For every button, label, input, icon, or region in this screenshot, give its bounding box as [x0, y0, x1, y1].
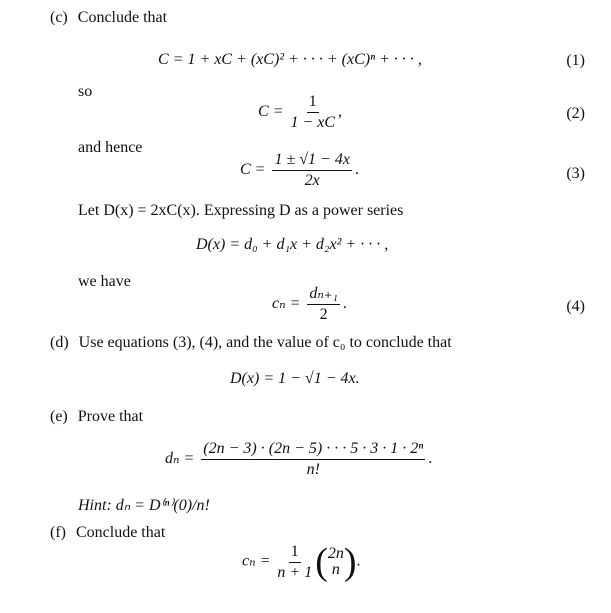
equation-4-fraction [307, 286, 340, 323]
part-e-equation [165, 441, 432, 478]
equation-number-3: (3) [566, 165, 585, 182]
part-d-label: (d) [50, 334, 69, 351]
equation-3-denominator: 2x [304, 172, 320, 189]
part-d-heading [50, 335, 452, 351]
part-f-punct: . [356, 552, 361, 570]
equation-4-punct: . [342, 295, 347, 313]
equation-number-4: (4) [566, 298, 585, 315]
part-f-fraction [277, 544, 312, 581]
so-text: so [78, 83, 93, 100]
equation-number-2: (2) [566, 105, 585, 122]
binomial [328, 546, 344, 578]
part-f-heading [50, 525, 165, 541]
part-d-equation: D(x) = 1 − √1 − 4x. [230, 370, 360, 387]
equation-4-numerator: dₙ₊₁ [307, 286, 340, 305]
equation-4 [272, 286, 347, 323]
equation-1: C = 1 + xC + (xC)² + · · · + (xC)ⁿ + · · · , [158, 51, 422, 68]
equation-number-1: (1) [566, 52, 585, 69]
binomial-bottom: n [331, 561, 340, 578]
part-f-lhs: cₙ = [242, 552, 271, 570]
part-c-heading [50, 10, 167, 26]
let-d-text: Let D(x) = 2xC(x). Expressing D as a power series [78, 202, 404, 219]
power-series-equation: D(x) = d₀ + d₁x + d₂x² + · · · , [196, 236, 389, 253]
binom-left-paren: ( [315, 541, 328, 583]
binom-right-paren: ) [343, 541, 357, 583]
part-f-label: (f) [50, 524, 66, 541]
equation-2-denominator: 1 − xC [290, 114, 336, 131]
part-e-heading [50, 409, 143, 425]
equation-3-numerator: 1 ± √1 − 4x [272, 152, 351, 171]
equation-2-lhs: C = [258, 103, 284, 121]
and-hence-text: and hence [78, 139, 143, 156]
equation-3-fraction [272, 152, 351, 189]
part-f-numerator: 1 [289, 544, 301, 563]
part-e-text: Prove that [77, 408, 144, 425]
equation-3-punct: . [354, 161, 359, 179]
part-e-punct: . [428, 450, 433, 468]
part-f-text: Conclude that [75, 524, 166, 541]
part-c-label: (c) [50, 9, 68, 26]
part-e-denominator: n! [306, 461, 320, 478]
part-e-hint: Hint: dₙ = D⁽ⁿ⁾(0)/n! [78, 497, 210, 514]
part-e-label: (e) [50, 408, 68, 425]
we-have-text: we have [78, 273, 131, 290]
equation-4-denominator: 2 [319, 306, 328, 323]
equation-2-punct: , [338, 103, 343, 121]
part-f-equation [242, 543, 361, 581]
part-e-lhs: dₙ = [165, 450, 195, 468]
equation-2-numerator: 1 [307, 94, 319, 113]
equation-3 [240, 152, 359, 189]
part-c-intro: Conclude that [77, 9, 168, 26]
binomial-top: 2n [327, 545, 344, 562]
equation-4-lhs: cₙ = [272, 295, 301, 313]
equation-2 [258, 94, 342, 131]
equation-3-lhs: C = [240, 161, 266, 179]
part-f-denominator: n + 1 [277, 563, 313, 581]
equation-2-fraction [290, 94, 335, 131]
part-d-text: Use equations (3), (4), and the value of c₀ to conclude that [78, 334, 452, 351]
part-e-fraction [201, 441, 425, 478]
part-e-numerator: (2n − 3) · (2n − 5) · · · 5 · 3 · 1 · 2ⁿ [201, 441, 425, 460]
